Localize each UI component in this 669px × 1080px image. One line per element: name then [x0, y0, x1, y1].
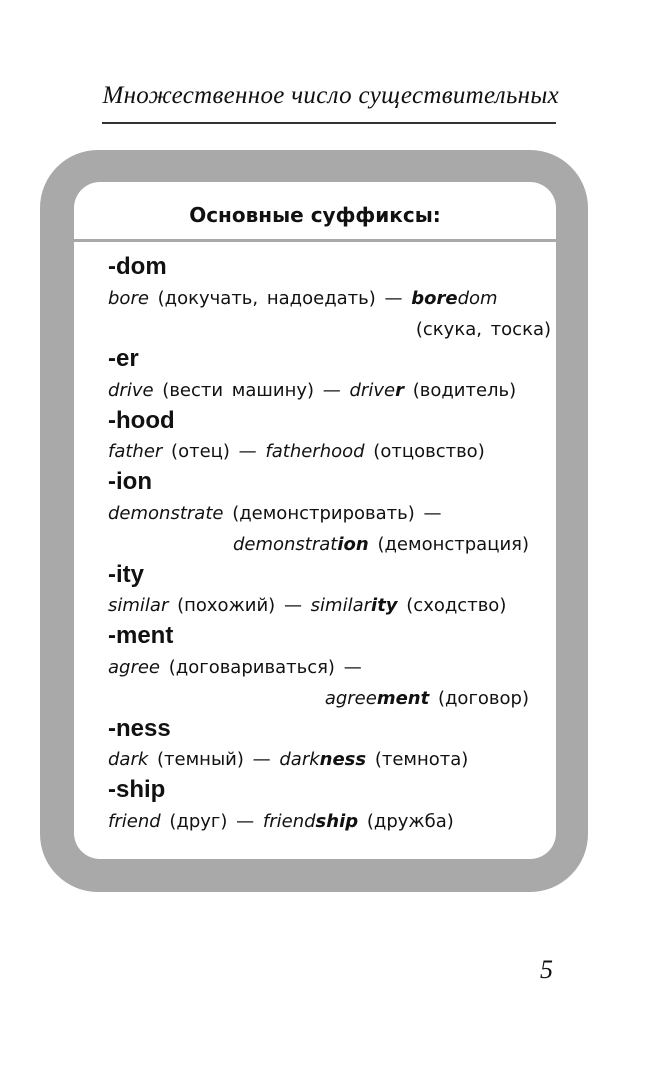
- derived-stem: bore: [411, 288, 458, 309]
- example-line: [108, 440, 485, 464]
- base-translation: (темный): [157, 749, 244, 770]
- example-line: [108, 502, 442, 526]
- base-translation: (похожий): [177, 595, 276, 616]
- base-translation: (друг): [169, 811, 228, 832]
- derived-translation: (водитель): [412, 380, 517, 401]
- dash: —: [283, 595, 302, 616]
- example-line: [108, 748, 468, 772]
- suffix-heading-hood: -hood: [108, 407, 175, 434]
- derived-translation: (отцовство): [373, 441, 485, 462]
- page-number: 5: [540, 955, 553, 984]
- derived-suffix: hood: [319, 441, 365, 462]
- derived-translation: (скука, тоска): [415, 319, 551, 340]
- example-line: [108, 287, 498, 311]
- base-word: agree: [108, 657, 161, 678]
- suffix-heading-ness: -ness: [108, 715, 171, 742]
- suffix-heading-ion: -ion: [108, 468, 152, 495]
- dash: —: [384, 288, 403, 309]
- base-word: demonstrate: [108, 503, 224, 524]
- derived-translation: (дружба): [366, 811, 454, 832]
- base-word: friend: [108, 811, 161, 832]
- base-translation: (отец): [171, 441, 230, 462]
- derived-suffix: ity: [371, 595, 398, 616]
- dash: —: [238, 441, 257, 462]
- example-line: [233, 533, 529, 557]
- suffix-heading-ment: -ment: [108, 622, 174, 649]
- base-word: drive: [108, 380, 154, 401]
- derived-suffix: dom: [457, 288, 498, 309]
- derived-translation: (договор): [437, 688, 529, 709]
- derived-translation: (темнота): [374, 749, 469, 770]
- suffix-heading-ity: -ity: [108, 561, 144, 588]
- example-line: [325, 687, 529, 711]
- base-translation: (договариваться): [168, 657, 335, 678]
- example-line: [108, 594, 506, 618]
- derived-suffix: ness: [319, 749, 367, 770]
- example-line: [108, 656, 362, 680]
- header-rule: [102, 122, 556, 124]
- derived-suffix: ment: [376, 688, 430, 709]
- suffix-heading-dom: -dom: [108, 253, 167, 280]
- dash: —: [343, 657, 362, 678]
- dash: —: [236, 811, 255, 832]
- base-translation: (вести машину): [162, 380, 315, 401]
- derived-stem: agree: [324, 688, 377, 709]
- derived-stem: friend: [262, 811, 316, 832]
- derived-suffix: ship: [315, 811, 359, 832]
- example-line: [108, 379, 516, 403]
- derived-translation: (сходство): [406, 595, 507, 616]
- base-translation: (демонстрировать): [232, 503, 415, 524]
- derived-stem: demonstrat: [232, 534, 338, 555]
- derived-stem: similar: [310, 595, 372, 616]
- suffix-heading-er: -er: [108, 345, 139, 372]
- derived-stem: father: [265, 441, 320, 462]
- base-word: father: [108, 441, 163, 462]
- base-translation: (докучать, надоедать): [157, 288, 376, 309]
- base-word: dark: [108, 749, 149, 770]
- derived-suffix: r: [395, 380, 404, 401]
- dash: —: [322, 380, 341, 401]
- dash: —: [252, 749, 271, 770]
- card-title: Основные суффиксы:: [189, 203, 441, 227]
- derived-translation: (демонстрация): [377, 534, 529, 555]
- derived-stem: dark: [279, 749, 320, 770]
- derived-stem: drive: [349, 380, 396, 401]
- suffix-heading-ship: -ship: [108, 776, 166, 803]
- derived-suffix: ion: [337, 534, 369, 555]
- title-divider: [74, 239, 556, 242]
- example-line: [108, 810, 454, 834]
- dash: —: [423, 503, 442, 524]
- base-word: bore: [108, 288, 149, 309]
- running-header: Множественное число существительных: [102, 82, 559, 109]
- base-word: similar: [108, 595, 169, 616]
